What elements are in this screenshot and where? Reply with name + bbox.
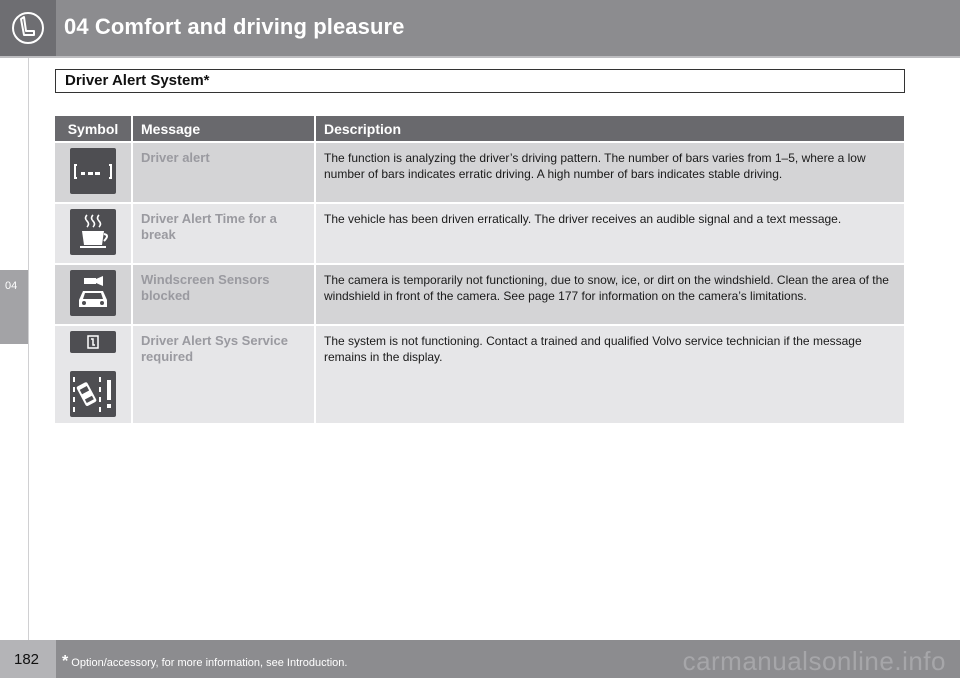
description-cell: The vehicle has been driven erratically. The driver receives an audible signal and a text message.: [315, 203, 904, 264]
message-cell: Windscreen Sensors blocked: [132, 264, 315, 325]
page-number-box: [0, 640, 56, 678]
service-lane-warning-icon: [70, 371, 116, 417]
symbol-cell: [55, 203, 132, 264]
table-header-row: [55, 116, 904, 142]
side-divider: [28, 58, 29, 640]
symbol-cell: [55, 325, 132, 423]
page-title: 04 Comfort and driving pleasure: [64, 14, 405, 39]
column-header-message: Message: [132, 116, 315, 142]
footnote-mark: *: [62, 653, 69, 670]
column-header-description: Description: [315, 116, 904, 142]
seat-icon: [11, 9, 45, 47]
watermark: carmanualsonline.info: [682, 646, 946, 676]
footnote-text: Option/accessory, for more information, see Introduction.: [71, 657, 348, 669]
table-row: [55, 203, 904, 264]
header-icon-box: [0, 0, 56, 56]
table-row: [55, 142, 904, 203]
description-cell: The system is not functioning. Contact a trained and qualified Volvo service technician if the message remains in the display.: [315, 325, 904, 423]
chapter-tab-label: 04: [5, 280, 18, 292]
camera-car-icon: [70, 270, 116, 316]
driver-alert-table: [55, 116, 904, 423]
symbol-cell: [55, 142, 132, 203]
page-header: [0, 0, 960, 56]
footnote: [62, 653, 347, 671]
description-cell: The camera is temporarily not functioning, due to snow, ice, or dirt on the windshield. Clean the area of the windshield in front of the camera. See page 177 for information on the camera’s limitations.: [315, 264, 904, 325]
chapter-tab[interactable]: [0, 270, 28, 344]
symbol-cell: [55, 264, 132, 325]
driver-alert-bars-icon: [70, 148, 116, 194]
service-icon: [70, 331, 116, 353]
header-divider: [0, 56, 960, 58]
message-cell: Driver Alert Time for a break: [132, 203, 315, 264]
table-row: [55, 325, 904, 423]
section-heading-box: [55, 69, 905, 93]
page-footer: [0, 640, 960, 678]
message-cell: Driver alert: [132, 142, 315, 203]
message-cell: Driver Alert Sys Service required: [132, 325, 315, 423]
description-cell: The function is analyzing the driver’s driving pattern. The number of bars varies from 1–5, where a low number of bars indicates erratic driving. A high number of bars indicates stable driving.: [315, 142, 904, 203]
table-row: [55, 264, 904, 325]
page-number: 182: [14, 651, 40, 668]
column-header-symbol: Symbol: [55, 116, 132, 142]
coffee-cup-icon: [70, 209, 116, 255]
section-title: Driver Alert System*: [65, 72, 210, 89]
